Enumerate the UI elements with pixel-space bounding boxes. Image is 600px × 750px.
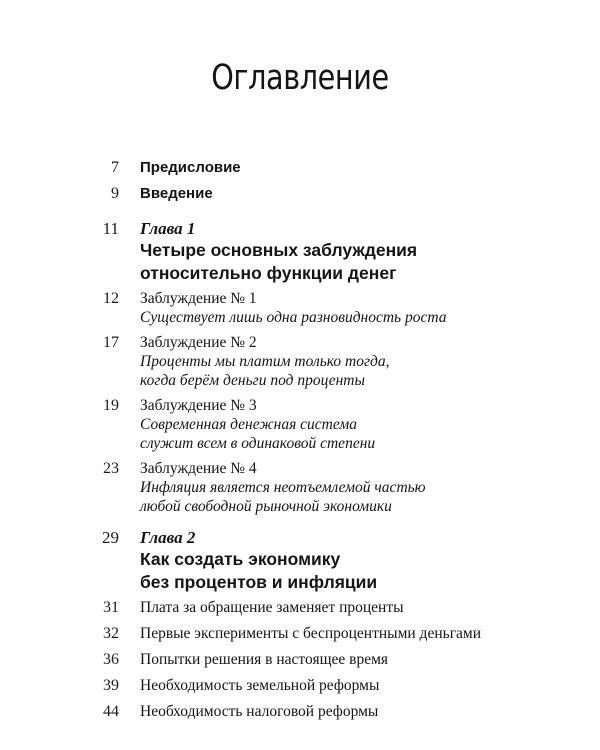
toc-page-number: 9 xyxy=(111,185,119,202)
section-title: Плата за обращение заменяет проценты xyxy=(140,599,404,616)
section-subtitle: Существует лишь одна разновидность роста xyxy=(140,309,447,326)
toc-page-number: 12 xyxy=(103,290,119,307)
toc-page-number: 11 xyxy=(102,219,119,238)
chapter-label: Глава 2 xyxy=(140,528,196,547)
chapter-title-line: Как создать экономику xyxy=(140,549,341,569)
toc-entry-intro: Введение xyxy=(140,185,213,202)
toc-page-number: 23 xyxy=(103,460,119,477)
toc-page-number: 36 xyxy=(103,651,119,668)
toc-page-number: 39 xyxy=(103,677,119,694)
toc-page-number: 29 xyxy=(102,528,119,547)
chapter-title-line: Четыре основных заблуждения xyxy=(140,240,418,260)
toc-page-number: 44 xyxy=(103,703,119,720)
section-title: Заблуждение № 4 xyxy=(140,460,257,477)
section-title: Заблуждение № 1 xyxy=(140,290,257,307)
section-subtitle: Современная денежная система xyxy=(140,416,358,433)
section-title: Необходимость земельной реформы xyxy=(140,677,380,694)
section-subtitle: когда берём деньги под проценты xyxy=(140,372,365,389)
toc-page-number: 32 xyxy=(103,625,119,642)
chapter-title-line: без процентов и инфляции xyxy=(140,572,378,592)
section-title: Заблуждение № 2 xyxy=(140,334,257,351)
section-subtitle: Инфляция является неотъемлемой частью xyxy=(140,479,426,496)
chapter-label: Глава 1 xyxy=(140,219,196,238)
toc-entry-preface: Предисловие xyxy=(140,159,241,176)
section-title: Необходимость налоговой реформы xyxy=(140,703,379,720)
section-title: Заблуждение № 3 xyxy=(140,397,257,414)
section-title: Первые эксперименты с беспроцентными деньгами xyxy=(140,625,482,642)
section-title: Попытки решения в настоящее время xyxy=(140,651,389,668)
page-title: Оглавление xyxy=(211,58,389,98)
toc-page-number: 31 xyxy=(103,599,119,616)
chapter-title-line: относительно функции денег xyxy=(140,263,397,283)
section-subtitle: Проценты мы платим только тогда, xyxy=(140,353,390,370)
section-subtitle: любой свободной рыночной экономики xyxy=(140,498,392,515)
toc-page-number: 7 xyxy=(111,159,119,176)
section-subtitle: служит всем в одинаковой степени xyxy=(140,435,376,452)
toc-page-number: 17 xyxy=(103,334,119,351)
toc-page-number: 19 xyxy=(103,397,119,414)
